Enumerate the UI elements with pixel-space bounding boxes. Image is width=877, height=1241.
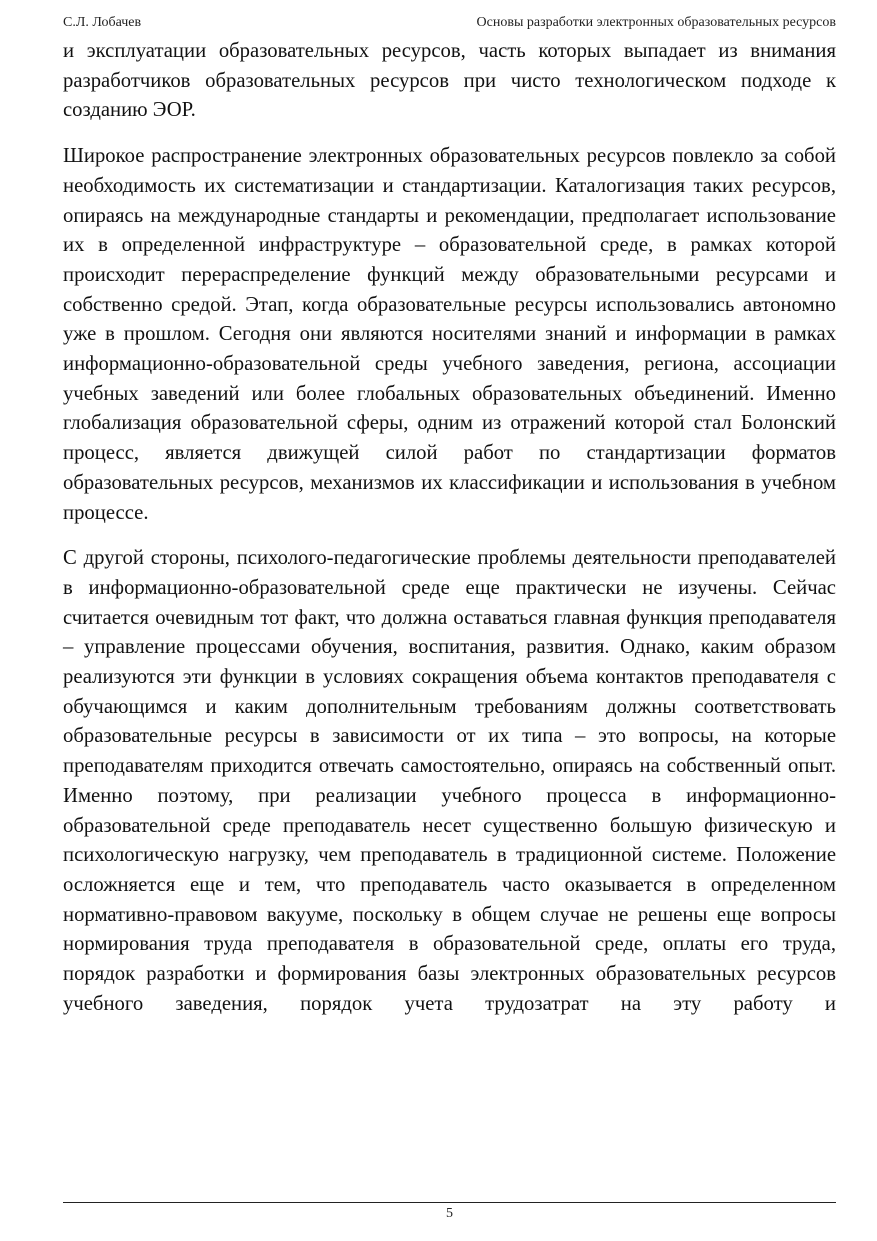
body-text: [63, 37, 836, 1020]
header-author: С.Л. Лобачев: [63, 15, 142, 30]
footer-divider: [63, 1202, 836, 1203]
paragraph-1: и эксплуатации образовательных ресурсов, часть которых выпадает из внимания разработчиков образовательных ресурсов при чисто технологическом подходе к созданию ЭОР.: [63, 40, 836, 122]
paragraph-3: С другой стороны, психолого-педагогические проблемы деятельности преподавателей в информационно-образовательной среде еще практически не изучены. Сейчас считается очевидным тот факт, что должна оставаться главная функция преподавателя – управление процессами обучения, воспитания, развития. Однако, каким образом реализуются эти функции в условиях сокращения объема контактов преподавателя с обучающимся и каким дополнительным требованиям должны соответствовать образовательные ресурсы в зависимости от их типа – это вопросы, на которые преподавателям приходится отвечать самостоятельно, опираясь на собственный опыт. Именно поэтому, при реализации учебного процесса в информационно-образовательной среде преподаватель несет существенно большую физическую и психологическую нагрузку, чем преподаватель в традиционной системе. Положение осложняется еще и тем, что преподаватель часто оказывается в определенном нормативно-правовом вакууме, поскольку в общем случае не решены еще вопросы нормирования труда преподавателя в образовательной среде, оплаты его труда, порядок разработки и формирования базы электронных образовательных ресурсов учебного заведения, порядок учета трудозатрат на эту работу и: [63, 547, 836, 1015]
paragraph-2: Широкое распространение электронных образовательных ресурсов повлекло за собой необходимость их систематизации и стандартизации. Каталогизация таких ресурсов, опираясь на международные стандарты и рекомендации, предполагает использование их в определенной инфраструктуре – образовательной среде, в рамках которой происходит перераспределение функций между образовательными ресурсами и собственно средой. Этап, когда образовательные ресурсы использовались автономно уже в прошлом. Сегодня они являются носителями знаний и информации в рамках информационно-образовательной среды учебного заведения, региона, ассоциации учебных заведений или более глобальных образовательных объединений. Именно глобализация образовательной сферы, одним из отражений которой стал Болонский процесс, является движущей силой работ по стандартизации форматов образовательных ресурсов, механизмов их классификации и использования в учебном процессе.: [63, 145, 836, 524]
page-number: 5: [446, 1206, 453, 1221]
header-book-title: Основы разработки электронных образовательных ресурсов: [476, 15, 836, 30]
running-header: [63, 13, 836, 33]
